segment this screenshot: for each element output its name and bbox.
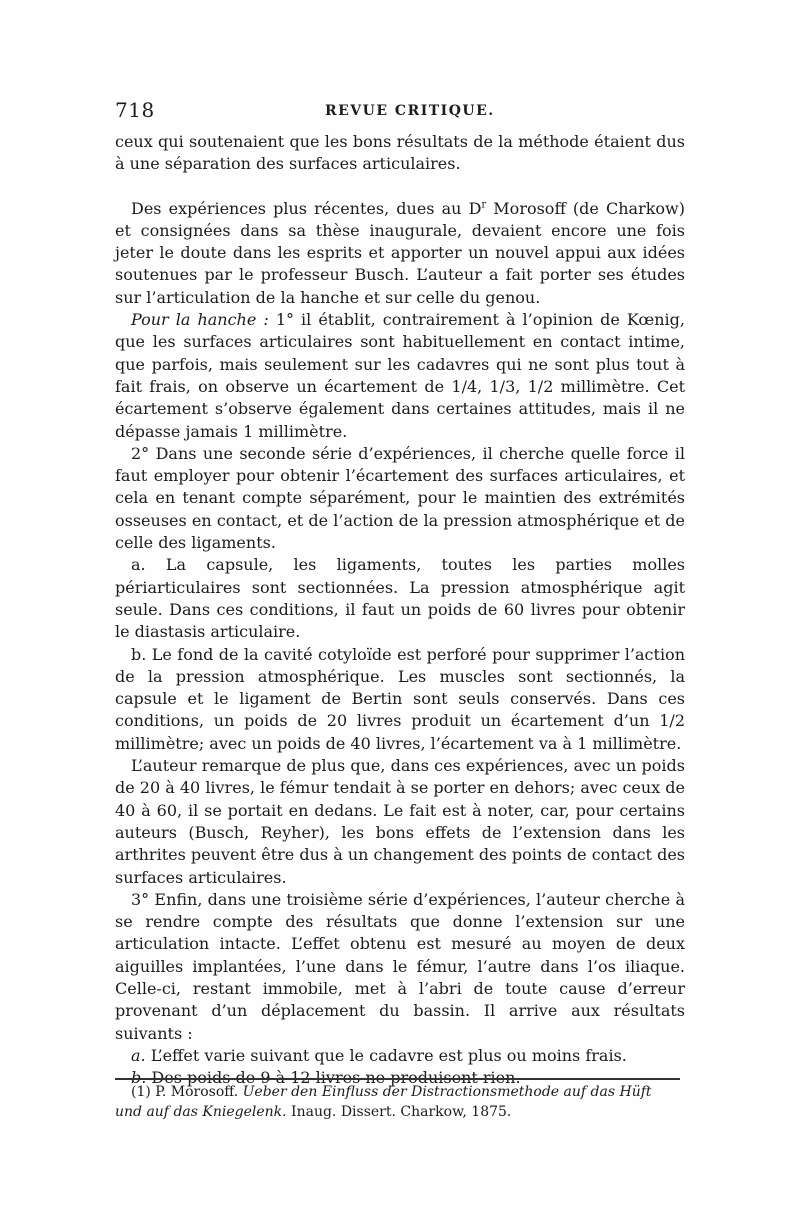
result-b-letter: b. bbox=[131, 1068, 147, 1088]
paragraph-morosoff-end: Morosoff (de Charkow) et consignées dans sa thèse inaugurale, devaient encore une fois jeter le doute dans les esprits et apporter un nouvel appui aux idées soutenues par le professeur Busch. L’auteur a fait porter ses études sur l’articulation de la hanche et sur celle du genou. bbox=[115, 198, 685, 307]
paragraph-remarque: L’auteur remarque de plus que, dans ces expériences, avec un poids de 20 à 40 livres, le fémur tendait à se porter en dehors; avec ceux de 40 à 60, il se portait en dedans. Le fait est à noter, car, pour certains auteurs (Busch, Reyher), les bons effets de l’extension dans les arthrites peuvent être dus à un changement des points de contact des surfaces articulaires. bbox=[115, 756, 686, 887]
footnote bbox=[115, 1082, 680, 1122]
result-b-text: Des poids de 9 à 12 livres ne produisent rien. bbox=[146, 1068, 521, 1088]
paragraph-b-cotyloide: b. Le fond de la cavité cotyloïde est perforé pour supprimer l’action de la pression atmosphérique. Les muscles sont sectionnés, la capsule et le ligament de Bertin sont seuls conservés. Dans ces conditions, un poids de 20 livres produit un écartement d’un 1/2 millimètre; avec un poids de 40 livres, l’écartement va à 1 millimètre. bbox=[115, 644, 685, 753]
doctor-superscript: r bbox=[481, 199, 487, 211]
footnote-marker: (1) P. Morosoff. bbox=[131, 1084, 239, 1100]
result-a bbox=[115, 1045, 685, 1067]
result-a-text: L’effet varie suivant que le cadavre est plus ou moins frais. bbox=[145, 1045, 627, 1065]
paragraph-third-series: 3° Enfin, dans une troisième série d’expériences, l’auteur cherche à se rendre compte des résultats que donne l’extension sur une articulation intacte. L’effet obtenu est mesuré au moyen de deux aiguilles implantées, l’une dans le fémur, l’autre dans l’os iliaque. Celle-ci, restant immobile, met à l’abri de toute cause d’erreur provenant d’un déplacement du bassin. Il arrive aux résultats suivants : bbox=[115, 889, 685, 1043]
result-a-letter: a. bbox=[131, 1045, 146, 1065]
paragraph-morosoff-start: Des expériences plus récentes, dues au D bbox=[131, 198, 482, 218]
paragraph-morosoff bbox=[115, 198, 685, 309]
footnote-title: Ueber den Einfluss der Distractionsmethode auf das Hüft und auf das Kniegelenk. bbox=[115, 1084, 652, 1120]
paragraph-hanche bbox=[115, 309, 685, 443]
footnote-details: Inaug. Dissert. Charkow, 1875. bbox=[286, 1104, 512, 1120]
page-header bbox=[115, 98, 685, 128]
running-head: REVUE CRITIQUE. bbox=[325, 103, 495, 119]
paragraph-intro: ceux qui soutenaient que les bons résultats de la méthode étaient dus à une séparation des surfaces articulaires. bbox=[115, 132, 685, 174]
paragraph-second-series: 2° Dans une seconde série d’expériences, il cherche quelle force il faut employer pour obtenir l’écartement des surfaces articulaires, et cela en tenant compte séparément, pour le maintien des extrémités osseuses en contact, et de l’action de la pression atmosphérique et de celle des ligaments. bbox=[115, 443, 685, 553]
body-text bbox=[115, 131, 685, 1089]
footnote-divider bbox=[115, 1078, 680, 1080]
hanche-heading: Pour la hanche : bbox=[131, 310, 269, 330]
hanche-text: 1° il établit, contrairement à l’opinion de Kœnig, que les surfaces articulaires sont habituellement en contact intime, que parfois, mais seulement sur les cadavres qui ne sont plus tout à fait frais, on observe un écartement de 1/4, 1/3, 1/2 millimètre. Cet écartement s’observe également dans certaines attitudes, mais il ne dépasse jamais 1 millimètre. bbox=[115, 310, 686, 441]
page-number: 718 bbox=[115, 98, 155, 122]
paragraph-a-capsule: a. La capsule, les ligaments, toutes les parties molles périarticulaires sont sectionnées. La pression atmosphérique agit seule. Dans ces conditions, il faut un poids de 60 livres pour obtenir le diastasis articulaire. bbox=[115, 555, 685, 642]
